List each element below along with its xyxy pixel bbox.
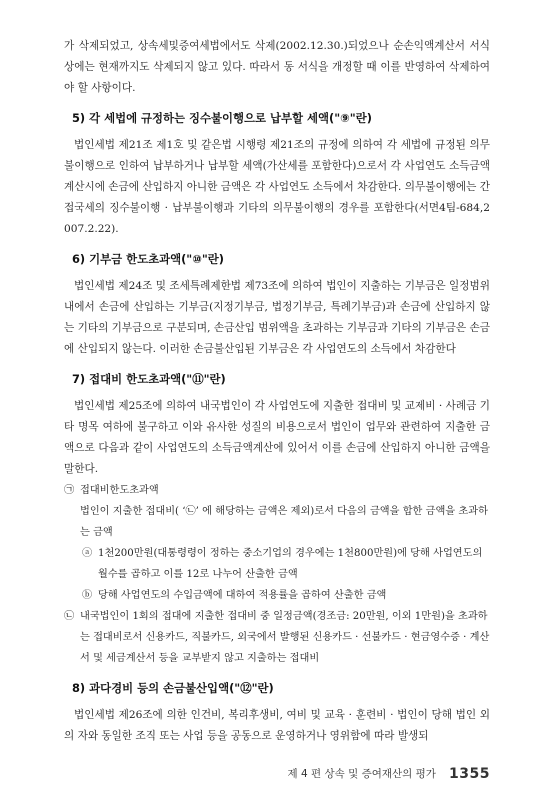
list-item-text: 1천200만원(대통령령이 정하는 중소기업의 경우에는 1천800만원)에 당해 사업연도의 월수를 곱하고 이를 12로 나누어 산출한 금액 bbox=[98, 548, 483, 580]
list-marker: ㉡ bbox=[64, 611, 75, 622]
section-heading: 6) 기부금 한도초과액("⑩"란) bbox=[72, 252, 225, 266]
list-marker: ⓑ bbox=[82, 590, 93, 601]
page-number: 1355 bbox=[449, 765, 490, 782]
list-marker: ㉠ bbox=[64, 485, 75, 496]
sub-paragraph: 법인이 지출한 접대비( ‘㉡’ 에 해당하는 금액은 제외)로서 다음의 금액을 합한 금액을 초과하는 금액 bbox=[80, 506, 488, 538]
page-footer bbox=[278, 763, 490, 782]
paragraph: 법인세법 제26조에 의한 인건비, 복리후생비, 여비 및 교육 · 훈련비 · 법인이 당해 법인 외의 자와 동일한 조직 또는 사업 등을 공동으로 운영하거나 영위함에 따라 발생되 bbox=[64, 709, 490, 742]
list-item-text: 접대비한도초과액 bbox=[80, 485, 159, 496]
paragraph: 법인세법 제25조에 의하여 내국법인이 각 사업연도에 지출한 접대비 및 교제비 · 사례금 기타 명목 여하에 불구하고 이와 유사한 성질의 비용으로서 법인이 업무와 관련하여 지출한 금액으로 다음과 같이 사업연도의 소득금액계산에 있어서 이를 손금에 산입하지 아니한 금액을 말한다. bbox=[64, 400, 490, 475]
section-heading: 5) 각 세법에 규정하는 징수불이행으로 납부할 세액("⑨"란) bbox=[72, 111, 372, 125]
paragraph: 법인세법 제21조 제1호 및 같은법 시행령 제21조의 규정에 의하여 각 세법에 규정된 의무불이행으로 인하여 납부하거나 납부할 세액(가산세를 포함한다)으로서 각 사업연도 소득금액 계산시에 손금에 산입하지 아니한 금액은 각 사업연도 소득에서 차감한다. 의무불이행에는 간접국세의 징수불이행 · 납부불이행과 기타의 의무불이행의 경우를 포함한다(서면4팀-684,2007.2.22). bbox=[64, 139, 490, 235]
list-item bbox=[64, 480, 490, 501]
paragraph: 법인세법 제24조 및 조세특례제한법 제73조에 의하여 법인이 지출하는 기부금은 일정범위 내에서 손금에 산입하는 기부금(지정기부금, 법정기부금, 특례기부금)과 손금에 산입하지 않는 기타의 기부금으로 구분되며, 손금산입 범위액을 초과하는 기부금과 기타의 기부금은 손금에 산입되지 않는다. 이러한 손금불산입된 기부금은 각 사업연도의 소득에서 차감한다 bbox=[64, 280, 490, 355]
list-item-text: 당해 사업연도의 수입금액에 대하여 적용률을 곱하여 산출한 금액 bbox=[98, 590, 387, 601]
page-content bbox=[64, 36, 490, 747]
list-marker: ⓐ bbox=[82, 548, 93, 559]
section-heading: 8) 과다경비 등의 손금불산입액("⑫"란) bbox=[72, 681, 274, 695]
paragraph: 가 삭제되었고, 상속세및증여세법에서도 삭제(2002.12.30.)되었으나 순손익액계산서 서식상에는 현재까지도 삭제되지 않고 있다. 따라서 동 서식을 개정할 때 이를 반영하여 삭제하여야 할 사항이다. bbox=[64, 40, 490, 94]
list-item bbox=[64, 543, 490, 585]
section-heading: 7) 접대비 한도초과액("⑪"란) bbox=[72, 372, 226, 386]
footer-chapter-title: 제 4 편 상속 및 증여재산의 평가 bbox=[287, 768, 436, 780]
list-item bbox=[64, 585, 490, 606]
list-item-text: 내국법인이 1회의 접대에 지출한 접대비 중 일정금액(경조금: 20만원, 이외 1만원)을 초과하는 접대비로서 신용카드, 직불카드, 외국에서 발행된 신용카드 · 선불카드 · 현금영수증 · 계산서 및 세금계산서 등을 교부받지 않고 지출하는 접대비 bbox=[80, 611, 490, 664]
list-item bbox=[64, 606, 490, 669]
